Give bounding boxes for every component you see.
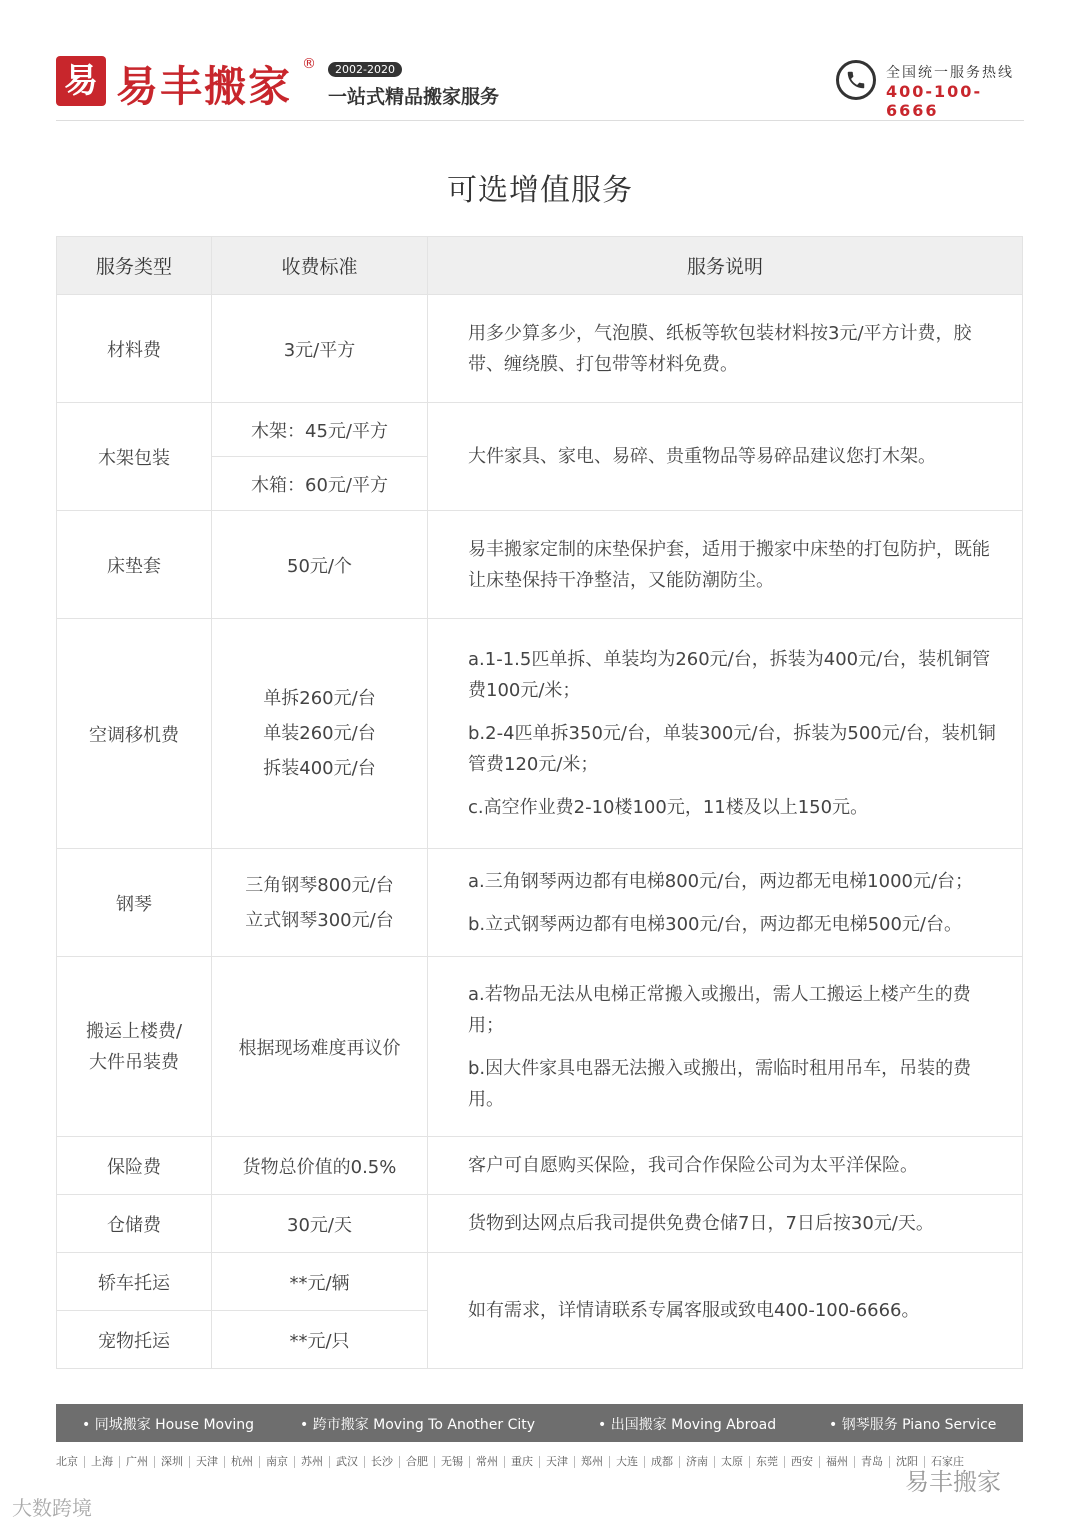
brand-name: 易丰搬家 — [116, 62, 293, 111]
footer-service-item[interactable]: • 钢琴服务 Piano Service — [829, 1417, 997, 1433]
city-item: 上海 — [85, 1456, 120, 1468]
service-price: **元/只 — [212, 1311, 428, 1369]
city-item: 无锡 — [435, 1456, 470, 1468]
service-price: 木架：45元/平方 — [212, 403, 428, 457]
service-price: 三角钢琴800元/台 立式钢琴300元/台 — [212, 849, 428, 957]
city-item: 东莞 — [750, 1456, 785, 1468]
footer-service-item[interactable]: • 出国搬家 Moving Abroad — [598, 1417, 777, 1433]
city-item: 重庆 — [505, 1456, 540, 1468]
city-item: 合肥 — [400, 1456, 435, 1468]
service-desc: a.若物品无法从电梯正常搬入或搬出，需人工搬运上楼产生的费用； b.因大件家具电器无法搬入或搬出，需临时租用吊车，吊装的费用。 — [428, 957, 1023, 1137]
city-item: 天津 — [190, 1456, 225, 1468]
service-type: 宠物托运 — [57, 1311, 212, 1369]
city-item: 太原 — [715, 1456, 750, 1468]
service-desc: 如有需求，详情请联系专属客服或致电400-100-6666。 — [428, 1253, 1023, 1369]
service-price: **元/辆 — [212, 1253, 428, 1311]
service-price: 50元/个 — [212, 511, 428, 619]
table-header-row — [57, 237, 1023, 295]
footer-services-bar — [56, 1404, 1023, 1442]
table-row — [57, 1195, 1023, 1253]
city-item: 天津 — [540, 1456, 575, 1468]
service-type: 搬运上楼费/ 大件吊装费 — [57, 957, 212, 1137]
city-item: 长沙 — [365, 1456, 400, 1468]
brand-slogan: 一站式精品搬家服务 — [328, 86, 500, 108]
city-item: 沈阳 — [890, 1456, 925, 1468]
city-item: 大连 — [610, 1456, 645, 1468]
column-header: 服务说明 — [428, 237, 1023, 295]
watermark-source: 大数跨境 — [12, 1496, 92, 1520]
service-desc: 客户可自愿购买保险，我司合作保险公司为太平洋保险。 — [428, 1137, 1023, 1195]
footer-service-item[interactable]: • 同城搬家 House Moving — [82, 1417, 255, 1433]
footer-service-item[interactable]: • 跨市搬家 Moving To Another City — [300, 1417, 536, 1433]
phone-icon — [836, 60, 876, 100]
services-table — [56, 236, 1023, 1369]
service-type: 轿车托运 — [57, 1253, 212, 1311]
service-type: 保险费 — [57, 1137, 212, 1195]
registered-mark: ® — [302, 56, 316, 72]
service-desc: 易丰搬家定制的床垫保护套，适用于搬家中床垫的打包防护，既能让床垫保持干净整洁，又能防潮防尘。 — [428, 511, 1023, 619]
header-divider — [56, 120, 1024, 121]
city-item: 北京 — [56, 1456, 85, 1468]
watermark-brand: 易丰搬家 — [905, 1468, 1001, 1496]
column-header: 服务类型 — [57, 237, 212, 295]
years-badge: 2002-2020 — [328, 62, 402, 77]
city-item: 广州 — [120, 1456, 155, 1468]
service-type: 床垫套 — [57, 511, 212, 619]
city-item: 南京 — [260, 1456, 295, 1468]
city-item: 武汉 — [330, 1456, 365, 1468]
table-row — [57, 1253, 1023, 1311]
brand-logo: 易 — [56, 56, 106, 106]
service-desc: a.1-1.5匹单拆、单装均为260元/台，拆装为400元/台，装机铜管费100元/米； b.2-4匹单拆350元/台，单装300元/台，拆装为500元/台，装机铜管费120元/米； c.高空作业费2-10楼100元，11楼及以上150元。 — [428, 619, 1023, 849]
city-item: 济南 — [680, 1456, 715, 1468]
service-type: 材料费 — [57, 295, 212, 403]
city-item: 成都 — [645, 1456, 680, 1468]
service-price: 木箱：60元/平方 — [212, 457, 428, 511]
city-item: 苏州 — [295, 1456, 330, 1468]
service-price: 货物总价值的0.5% — [212, 1137, 428, 1195]
table-row — [57, 295, 1023, 403]
service-desc: 大件家具、家电、易碎、贵重物品等易碎品建议您打木架。 — [428, 403, 1023, 511]
page-header — [56, 48, 1024, 120]
city-item: 青岛 — [855, 1456, 890, 1468]
service-type: 钢琴 — [57, 849, 212, 957]
city-item: 石家庄 — [931, 1455, 964, 1468]
service-desc: 货物到达网点后我司提供免费仓储7日，7日后按30元/天。 — [428, 1195, 1023, 1253]
service-price: 3元/平方 — [212, 295, 428, 403]
city-item: 郑州 — [575, 1456, 610, 1468]
table-row — [57, 403, 1023, 457]
table-row — [57, 511, 1023, 619]
city-item: 杭州 — [225, 1456, 260, 1468]
service-price: 30元/天 — [212, 1195, 428, 1253]
table-row — [57, 1137, 1023, 1195]
table-row — [57, 957, 1023, 1137]
service-type: 空调移机费 — [57, 619, 212, 849]
service-desc: a.三角钢琴两边都有电梯800元/台，两边都无电梯1000元/台； b.立式钢琴两边都有电梯300元/台，两边都无电梯500元/台。 — [428, 849, 1023, 957]
service-type: 仓储费 — [57, 1195, 212, 1253]
hotline-label: 全国统一服务热线 — [886, 65, 1014, 81]
service-desc: 用多少算多少，气泡膜、纸板等软包装材料按3元/平方计费，胶带、缠绕膜、打包带等材料免费。 — [428, 295, 1023, 403]
service-price: 根据现场难度再议价 — [212, 957, 428, 1137]
city-item: 西安 — [785, 1456, 820, 1468]
hotline-number[interactable]: 400-100-6666 — [886, 82, 983, 120]
city-item: 福州 — [820, 1456, 855, 1468]
page-title: 可选增值服务 — [447, 173, 633, 208]
city-item: 深圳 — [155, 1456, 190, 1468]
city-list — [56, 1455, 1036, 1468]
city-item: 常州 — [470, 1456, 505, 1468]
service-price: 单拆260元/台 单装260元/台 拆装400元/台 — [212, 619, 428, 849]
table-row — [57, 619, 1023, 849]
table-row — [57, 849, 1023, 957]
column-header: 收费标准 — [212, 237, 428, 295]
service-type: 木架包装 — [57, 403, 212, 511]
